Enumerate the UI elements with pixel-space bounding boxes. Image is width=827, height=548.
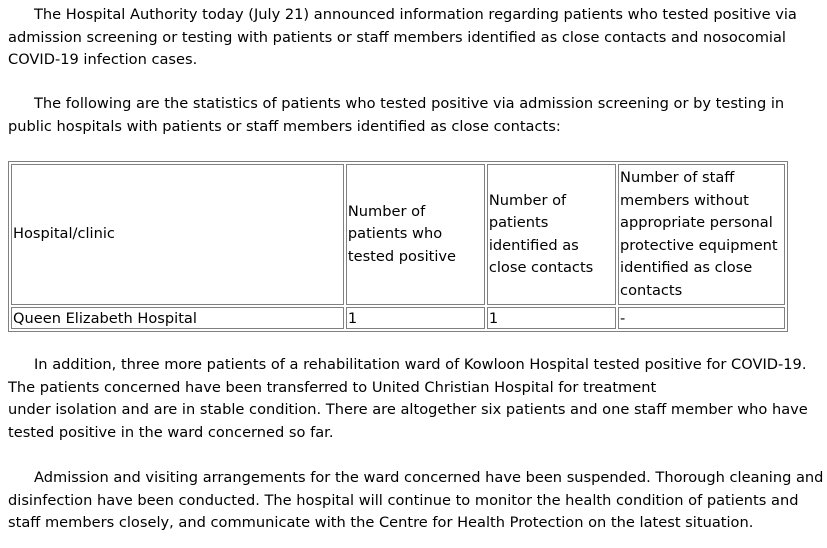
header-patients-close-contacts: Number of patients identified as close contacts — [487, 164, 616, 305]
header-staff-close-contacts: Number of staff members without appropriate personal protective equipment identified as close contacts — [618, 164, 785, 305]
intro-paragraph: The Hospital Authority today (July 21) announced information regarding patients who tested positive via admission screening or testing with patients or staff members identified as close contacts and nosocomial COVID-19 infection cases. — [8, 6, 797, 68]
header-hospital-clinic: Hospital/clinic — [11, 164, 344, 305]
table-row — [11, 307, 785, 329]
arrangements-paragraph: Admission and visiting arrangements for the ward concerned have been suspended. Thorough cleaning and disinfection have been conducted. The hospital will continue to monitor the health condition of patients and staff members closely, and communicate with the Centre for Health Protection on the latest situation. — [8, 469, 824, 531]
header-patients-tested-positive: Number of patients who tested positive — [346, 164, 485, 305]
cell-patients-close-contacts: 1 — [487, 307, 616, 329]
statistics-table — [8, 161, 788, 332]
cell-staff-close-contacts: - — [618, 307, 785, 329]
addition-paragraph: In addition, three more patients of a rehabilitation ward of Kowloon Hospital tested positive for COVID-19. The patients concerned have been transferred to United Christian Hospital for treatment under isolation and are in stable condition. There are altogether six patients and one staff member who have tested positive in the ward concerned so far. — [8, 356, 808, 441]
cell-patients-tested-positive: 1 — [346, 307, 485, 329]
stats-intro-paragraph: The following are the statistics of patients who tested positive via admission screening or by testing in public hospitals with patients or staff members identified as close contacts: — [8, 95, 785, 135]
table-header-row — [11, 164, 785, 305]
cell-hospital-name: Queen Elizabeth Hospital — [11, 307, 344, 329]
